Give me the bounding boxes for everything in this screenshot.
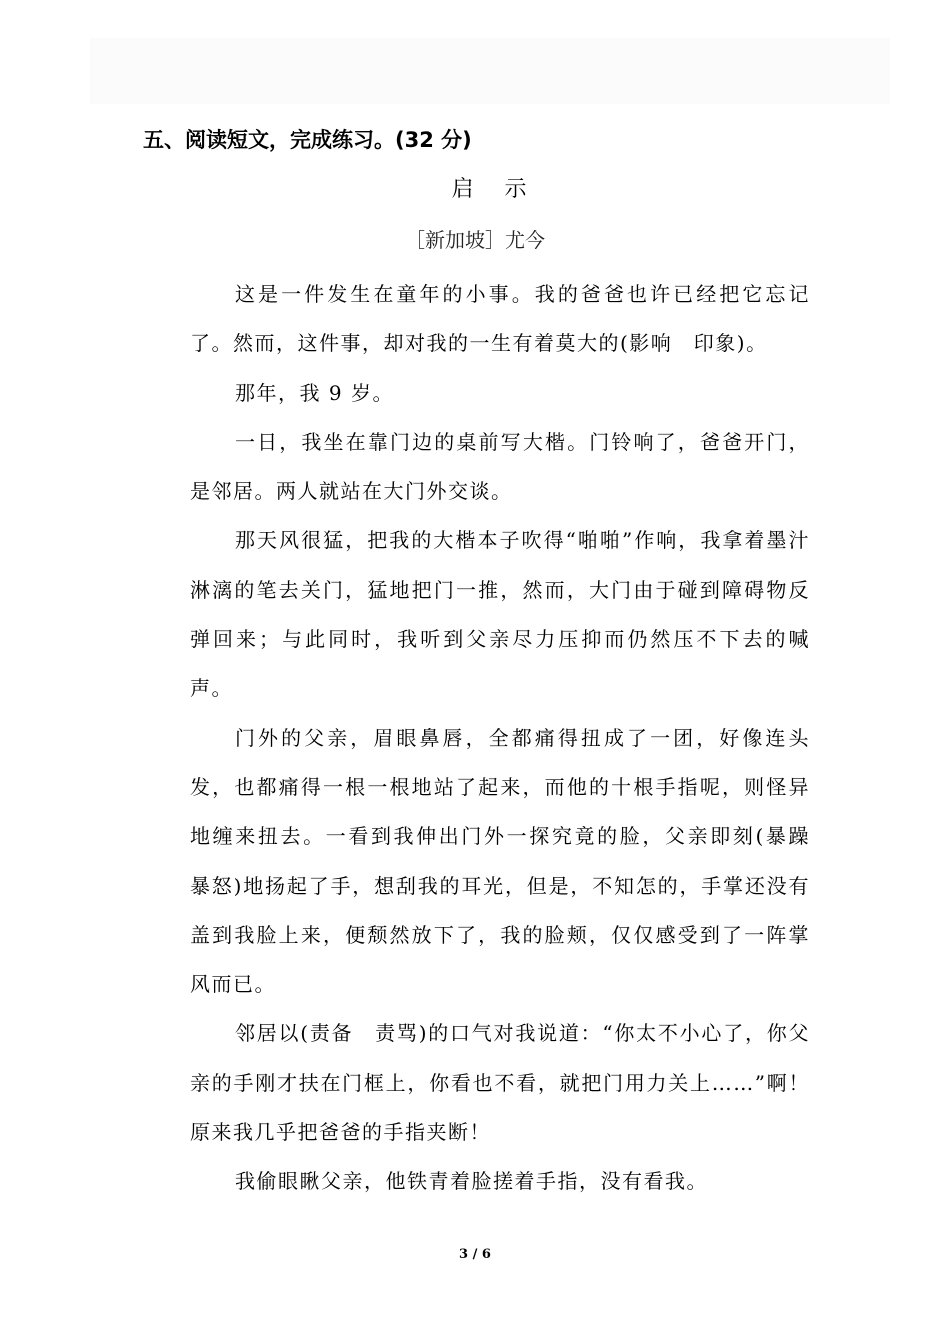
paragraph-5: 门外的父亲，眉眼鼻唇，全都痛得扭成了一团，好像连头发，也都痛得一根一根地站了起来，而他的十根手指呢，则怪异地缠来扭去。一看到我伸出门外一探究竟的脸，父亲即刻(暴躁 暴怒)地扬起了手，想刮我的耳光，但是，不知怎的，手掌还没有盖到我脸上来，便颓然放下了，我的脸颊，仅仅感受到了一阵掌风而已。 <box>190 725 832 997</box>
paragraph-6: 邻居以(责备 责骂)的口气对我说道：“你太不小心了，你父亲的手刚才扶在门框上，你看也不看，就把门用力关上……”啊！原来我几乎把爸爸的手指夹断！ <box>190 1021 810 1145</box>
paragraph-4: 那天风很猛，把我的大楷本子吹得“啪啪”作响，我拿着墨汁淋漓的笔去关门，猛地把门一推，然而，大门由于碰到障碍物反弹回来；与此同时，我听到父亲尽力压抑而仍然压不下去的喊声。 <box>190 528 810 701</box>
paragraph-3: 一日，我坐在靠门边的桌前写大楷。门铃响了，爸爸开门，是邻居。两人就站在大门外交谈。 <box>190 429 810 504</box>
story-body <box>190 270 832 1207</box>
story-author: ［新加坡］尤今 <box>405 228 545 252</box>
story-title: 启 示 <box>451 177 539 202</box>
page-number: 3 / 6 <box>459 1247 491 1262</box>
paragraph-7: 我偷眼瞅父亲，他铁青着脸搓着手指，没有看我。 <box>235 1169 708 1194</box>
top-margin-band <box>90 38 890 104</box>
section-heading: 五、阅读短文，完成练习。(32 分) <box>143 128 472 152</box>
paragraph-2: 那年，我 9 岁。 <box>235 380 394 405</box>
paragraph-1: 这是一件发生在童年的小事。我的爸爸也许已经把它忘记了。然而，这件事，却对我的一生有着莫大的(影响 印象)。 <box>190 282 810 356</box>
